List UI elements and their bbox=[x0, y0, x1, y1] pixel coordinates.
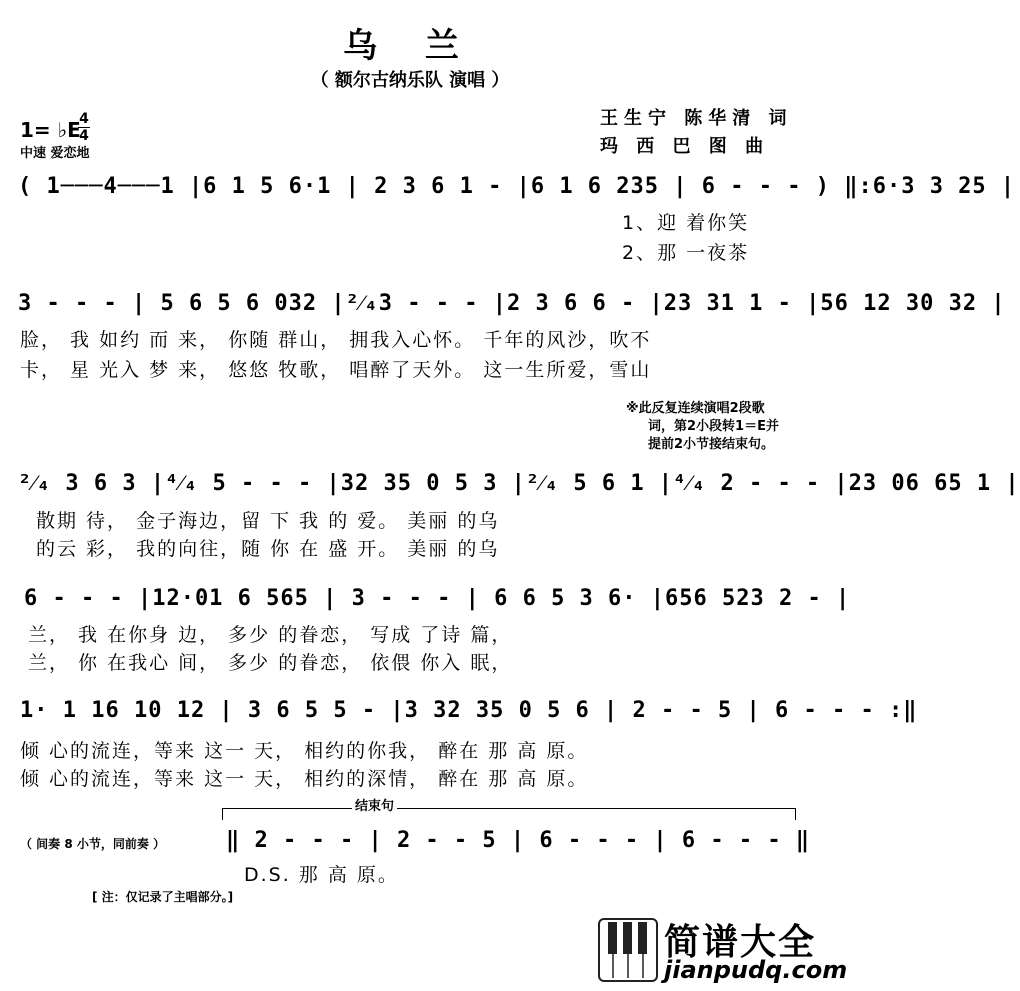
lyric-row-4-verse-2: 兰， 你 在我心 间， 多少 的眷恋， 依偎 你入 眠， bbox=[28, 652, 513, 674]
repeat-instruction-line: 提前2小节接结束句。 bbox=[648, 437, 775, 452]
lyric-row-2-verse-1: 脸， 我 如约 而 来， 你随 群山， 拥我入心怀。 千年的风沙，吹不 bbox=[20, 329, 652, 351]
piano-keys-logo-icon bbox=[598, 918, 658, 982]
notation-row-1: ( 1───4───1 |6 1 5 6·1 | 2 3 6 1 - |6 1 6 235 | 6 - - - ) ‖:6·3 3 25 | bbox=[18, 174, 1016, 199]
lyric-row-3-verse-2: 的云 彩， 我的向往，随 你 在 盛 开。 美丽 的乌 bbox=[36, 538, 500, 560]
site-logo-url: jianpudq.com bbox=[664, 956, 848, 984]
key-signature: 1= ♭E bbox=[20, 118, 81, 142]
repeat-instruction-line: ※此反复连续演唱2段歌 bbox=[626, 401, 765, 416]
lyricist-credit: 王生宁 陈华清 词 bbox=[600, 108, 793, 129]
lyric-row-1-verse-1: 1、迎 着你笑 bbox=[622, 212, 750, 234]
notation-ending: ‖ 2 - - - | 2 - - 5 | 6 - - - | 6 - - - ‖ bbox=[226, 828, 811, 853]
lyric-row-1-verse-2: 2、那 一夜茶 bbox=[622, 242, 750, 264]
footnote: [ 注：仅记录了主唱部分。] bbox=[92, 890, 234, 904]
site-logo-name: 简谱大全 bbox=[664, 922, 817, 963]
lyric-row-5-verse-1: 倾 心的流连，等来 这一 天， 相约的你我， 醉在 那 高 原。 bbox=[20, 740, 589, 762]
repeat-instruction bbox=[626, 400, 779, 454]
time-signature-bottom: 4 bbox=[79, 128, 89, 144]
time-signature bbox=[78, 112, 90, 143]
repeat-instruction-line: 词，第2小段转1＝E并 bbox=[648, 419, 779, 434]
ending-bracket-right bbox=[795, 808, 796, 820]
song-title: 乌 兰 bbox=[343, 26, 477, 66]
lyric-row-3-verse-1: 散期 待， 金子海边，留 下 我 的 爱。 美丽 的乌 bbox=[36, 510, 500, 532]
lyric-row-4-verse-1: 兰， 我 在你身 边， 多少 的眷恋， 写成 了诗 篇， bbox=[28, 624, 513, 646]
interlude-note: （ 间奏 8 小节，同前奏 ） bbox=[20, 837, 166, 851]
notation-row-3: ²⁄₄ 3 6 3 |⁴⁄₄ 5 - - - |32 35 0 5 3 |²⁄₄ 5 6 1 |⁴⁄₄ 2 - - - |23 06 65 1 | bbox=[18, 471, 1020, 496]
composer-credit: 玛 西 巴 图 曲 bbox=[600, 136, 770, 157]
notation-row-5: 1· 1 16 10 12 | 3 6 5 5 - |3 32 35 0 5 6 | 2 - - 5 | 6 - - - :‖ bbox=[20, 698, 918, 723]
ending-bracket-line bbox=[222, 808, 796, 809]
performer-subtitle: （ 额尔古纳乐队 演唱 ） bbox=[310, 70, 510, 91]
ending-label: 结束句 bbox=[352, 795, 397, 814]
time-signature-top: 4 bbox=[79, 111, 89, 127]
lyric-row-5-verse-2: 倾 心的流连，等来 这一 天， 相约的深情， 醉在 那 高 原。 bbox=[20, 768, 589, 790]
ending-bracket-left bbox=[222, 808, 223, 820]
lyric-ending: D.S. 那 高 原。 bbox=[244, 864, 399, 886]
lyric-row-2-verse-2: 卡， 星 光入 梦 来， 悠悠 牧歌， 唱醉了天外。 这一生所爱，雪山 bbox=[20, 359, 652, 381]
tempo-marking: 中速 爱恋地 bbox=[20, 146, 90, 161]
notation-row-2: 3 - - - | 5 6 5 6 032 |²⁄₄3 - - - |2 3 6 6 - |23 31 1 - |56 12 30 32 | bbox=[18, 291, 1006, 316]
notation-row-4: 6 - - - |12·01 6 565 | 3 - - - | 6 6 5 3 6· |656 523 2 - | bbox=[24, 586, 851, 611]
